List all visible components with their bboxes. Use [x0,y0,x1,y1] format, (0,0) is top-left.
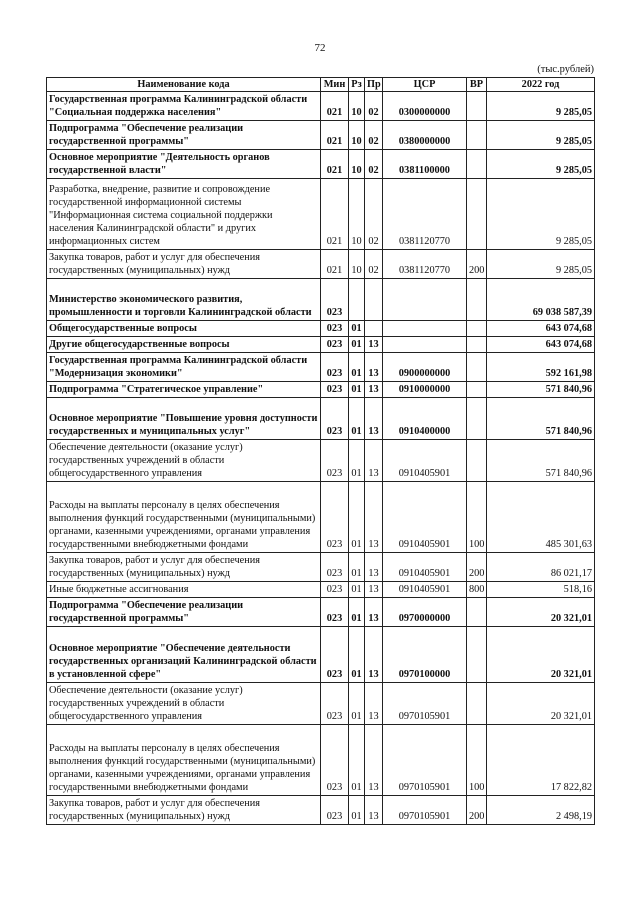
cell-min: 023 [321,598,349,627]
cell-sum: 571 840,96 [487,440,595,482]
cell-sum: 86 021,17 [487,553,595,582]
cell-sum: 485 301,63 [487,482,595,553]
cell-csr: 0910405901 [383,482,467,553]
cell-min: 021 [321,121,349,150]
table-row [47,121,595,150]
table-row [47,279,595,321]
cell-min: 021 [321,250,349,279]
cell-pr: 13 [365,337,383,353]
table-row [47,337,595,353]
cell-csr: 0910405901 [383,582,467,598]
cell-name: Обеспечение деятельности (оказание услуг) государственных учреждений в области общегосударственного управления [47,440,321,482]
cell-pr: 02 [365,250,383,279]
cell-sum: 643 074,68 [487,321,595,337]
cell-rz: 10 [349,179,365,250]
cell-csr: 0300000000 [383,92,467,121]
cell-rz: 01 [349,553,365,582]
cell-sum: 20 321,01 [487,627,595,683]
cell-min: 023 [321,440,349,482]
table-row [47,440,595,482]
header-vr: ВР [467,78,487,92]
units-label: (тыс.рублей) [537,64,594,75]
cell-min: 023 [321,725,349,796]
cell-name: Расходы на выплаты персоналу в целях обеспечения выполнения функций государственными (муниципальными) органами, казенными учреждениями, органами управления государственными внебюджетными фондами [47,482,321,553]
cell-name: Основное мероприятие "Повышение уровня доступности государственных и муниципальных услуг" [47,398,321,440]
cell-sum: 20 321,01 [487,598,595,627]
cell-pr: 02 [365,179,383,250]
cell-vr: 200 [467,250,487,279]
cell-pr [365,279,383,321]
cell-min: 021 [321,179,349,250]
cell-pr: 02 [365,92,383,121]
cell-csr: 0381120770 [383,250,467,279]
cell-sum: 571 840,96 [487,382,595,398]
cell-sum: 9 285,05 [487,150,595,179]
cell-pr: 13 [365,582,383,598]
cell-vr [467,353,487,382]
cell-rz: 10 [349,92,365,121]
cell-csr: 0970105901 [383,796,467,825]
cell-rz: 01 [349,598,365,627]
cell-vr: 200 [467,796,487,825]
cell-vr: 100 [467,725,487,796]
cell-min: 023 [321,482,349,553]
header-csr: ЦСР [383,78,467,92]
cell-sum: 9 285,05 [487,92,595,121]
cell-csr: 0900000000 [383,353,467,382]
table-row [47,553,595,582]
cell-name: Подпрограмма "Обеспечение реализации государственной программы" [47,598,321,627]
table-row [47,627,595,683]
cell-min: 023 [321,279,349,321]
cell-sum: 20 321,01 [487,683,595,725]
cell-vr [467,440,487,482]
cell-csr: 0910405901 [383,440,467,482]
cell-vr: 200 [467,553,487,582]
cell-name: Другие общегосударственные вопросы [47,337,321,353]
cell-name: Разработка, внедрение, развитие и сопровождение государственной информационной системы "Информационная система социальной поддержки населения Калининградской области" и других информационных систем [47,179,321,250]
cell-min: 023 [321,683,349,725]
cell-name: Государственная программа Калининградской области "Социальная поддержка населения" [47,92,321,121]
cell-vr: 100 [467,482,487,553]
cell-rz: 01 [349,353,365,382]
cell-rz: 01 [349,337,365,353]
cell-pr: 13 [365,627,383,683]
cell-pr: 13 [365,796,383,825]
cell-rz: 01 [349,796,365,825]
cell-name: Расходы на выплаты персоналу в целях обеспечения выполнения функций государственными (муниципальными) органами, казенными учреждениями, органами управления государственными внебюджетными фондами [47,725,321,796]
table-row [47,582,595,598]
cell-min: 023 [321,553,349,582]
cell-csr: 0910000000 [383,382,467,398]
cell-sum: 592 161,98 [487,353,595,382]
cell-vr [467,92,487,121]
cell-name: Основное мероприятие "Обеспечение деятельности государственных организаций Калининградской области в установленной сфере" [47,627,321,683]
cell-vr [467,382,487,398]
cell-min: 023 [321,398,349,440]
table-row [47,382,595,398]
page-number: 72 [314,42,326,54]
cell-csr [383,279,467,321]
header-name: Наименование кода [47,78,321,92]
cell-sum: 9 285,05 [487,250,595,279]
cell-csr: 0970100000 [383,627,467,683]
cell-rz: 01 [349,725,365,796]
cell-min: 023 [321,337,349,353]
cell-pr: 13 [365,353,383,382]
cell-csr [383,321,467,337]
cell-min: 023 [321,382,349,398]
cell-pr: 13 [365,440,383,482]
cell-vr [467,627,487,683]
table-row [47,321,595,337]
cell-pr: 02 [365,121,383,150]
table-row [47,796,595,825]
cell-min: 023 [321,627,349,683]
cell-csr: 0910405901 [383,553,467,582]
cell-name: Подпрограмма "Обеспечение реализации государственной программы" [47,121,321,150]
table-row [47,353,595,382]
cell-min: 023 [321,353,349,382]
cell-rz: 01 [349,398,365,440]
cell-vr [467,121,487,150]
table-row [47,179,595,250]
cell-rz: 01 [349,382,365,398]
cell-csr: 0910400000 [383,398,467,440]
cell-sum: 518,16 [487,582,595,598]
cell-vr: 800 [467,582,487,598]
cell-vr [467,337,487,353]
cell-csr: 0381100000 [383,150,467,179]
cell-min: 021 [321,150,349,179]
cell-sum: 17 822,82 [487,725,595,796]
cell-name: Иные бюджетные ассигнования [47,582,321,598]
cell-pr: 13 [365,553,383,582]
table-row [47,725,595,796]
table-row [47,482,595,553]
cell-sum: 571 840,96 [487,398,595,440]
cell-name: Закупка товаров, работ и услуг для обеспечения государственных (муниципальных) нужд [47,796,321,825]
cell-pr: 13 [365,482,383,553]
cell-name: Обеспечение деятельности (оказание услуг) государственных учреждений в области общегосударственного управления [47,683,321,725]
table-header-row [47,78,595,92]
cell-min: 023 [321,582,349,598]
cell-csr: 0380000000 [383,121,467,150]
cell-vr [467,398,487,440]
table-row [47,150,595,179]
cell-vr [467,150,487,179]
cell-sum: 69 038 587,39 [487,279,595,321]
table-row [47,598,595,627]
cell-min: 023 [321,796,349,825]
cell-pr: 13 [365,382,383,398]
cell-min: 021 [321,92,349,121]
cell-name: Государственная программа Калининградской области "Модернизация экономики" [47,353,321,382]
table-row [47,92,595,121]
cell-name: Закупка товаров, работ и услуг для обеспечения государственных (муниципальных) нужд [47,250,321,279]
cell-min: 023 [321,321,349,337]
cell-pr: 13 [365,598,383,627]
cell-pr [365,321,383,337]
cell-sum: 643 074,68 [487,337,595,353]
header-min: Мин [321,78,349,92]
cell-name: Основное мероприятие "Деятельность органов государственной власти" [47,150,321,179]
header-pr: Пр [365,78,383,92]
cell-rz: 01 [349,482,365,553]
cell-name: Министерство экономического развития, промышленности и торговли Калининградской области [47,279,321,321]
table-row [47,250,595,279]
cell-rz: 10 [349,250,365,279]
header-sum: 2022 год [487,78,595,92]
cell-vr [467,683,487,725]
header-rz: Рз [349,78,365,92]
cell-csr: 0970105901 [383,683,467,725]
cell-pr: 13 [365,398,383,440]
table-body [47,92,595,825]
cell-csr: 0970105901 [383,725,467,796]
cell-name: Подпрограмма "Стратегическое управление" [47,382,321,398]
cell-rz: 10 [349,150,365,179]
cell-rz: 01 [349,627,365,683]
cell-csr: 0970000000 [383,598,467,627]
cell-csr: 0381120770 [383,179,467,250]
cell-rz [349,279,365,321]
cell-pr: 13 [365,725,383,796]
cell-vr [467,598,487,627]
table-row [47,683,595,725]
cell-csr [383,337,467,353]
budget-table [46,77,595,825]
cell-pr: 02 [365,150,383,179]
cell-rz: 01 [349,582,365,598]
cell-vr [467,321,487,337]
cell-rz: 10 [349,121,365,150]
cell-vr [467,279,487,321]
cell-vr [467,179,487,250]
cell-rz: 01 [349,683,365,725]
cell-rz: 01 [349,321,365,337]
cell-pr: 13 [365,683,383,725]
cell-sum: 2 498,19 [487,796,595,825]
cell-name: Закупка товаров, работ и услуг для обеспечения государственных (муниципальных) нужд [47,553,321,582]
cell-name: Общегосударственные вопросы [47,321,321,337]
cell-sum: 9 285,05 [487,179,595,250]
cell-sum: 9 285,05 [487,121,595,150]
table-row [47,398,595,440]
cell-rz: 01 [349,440,365,482]
